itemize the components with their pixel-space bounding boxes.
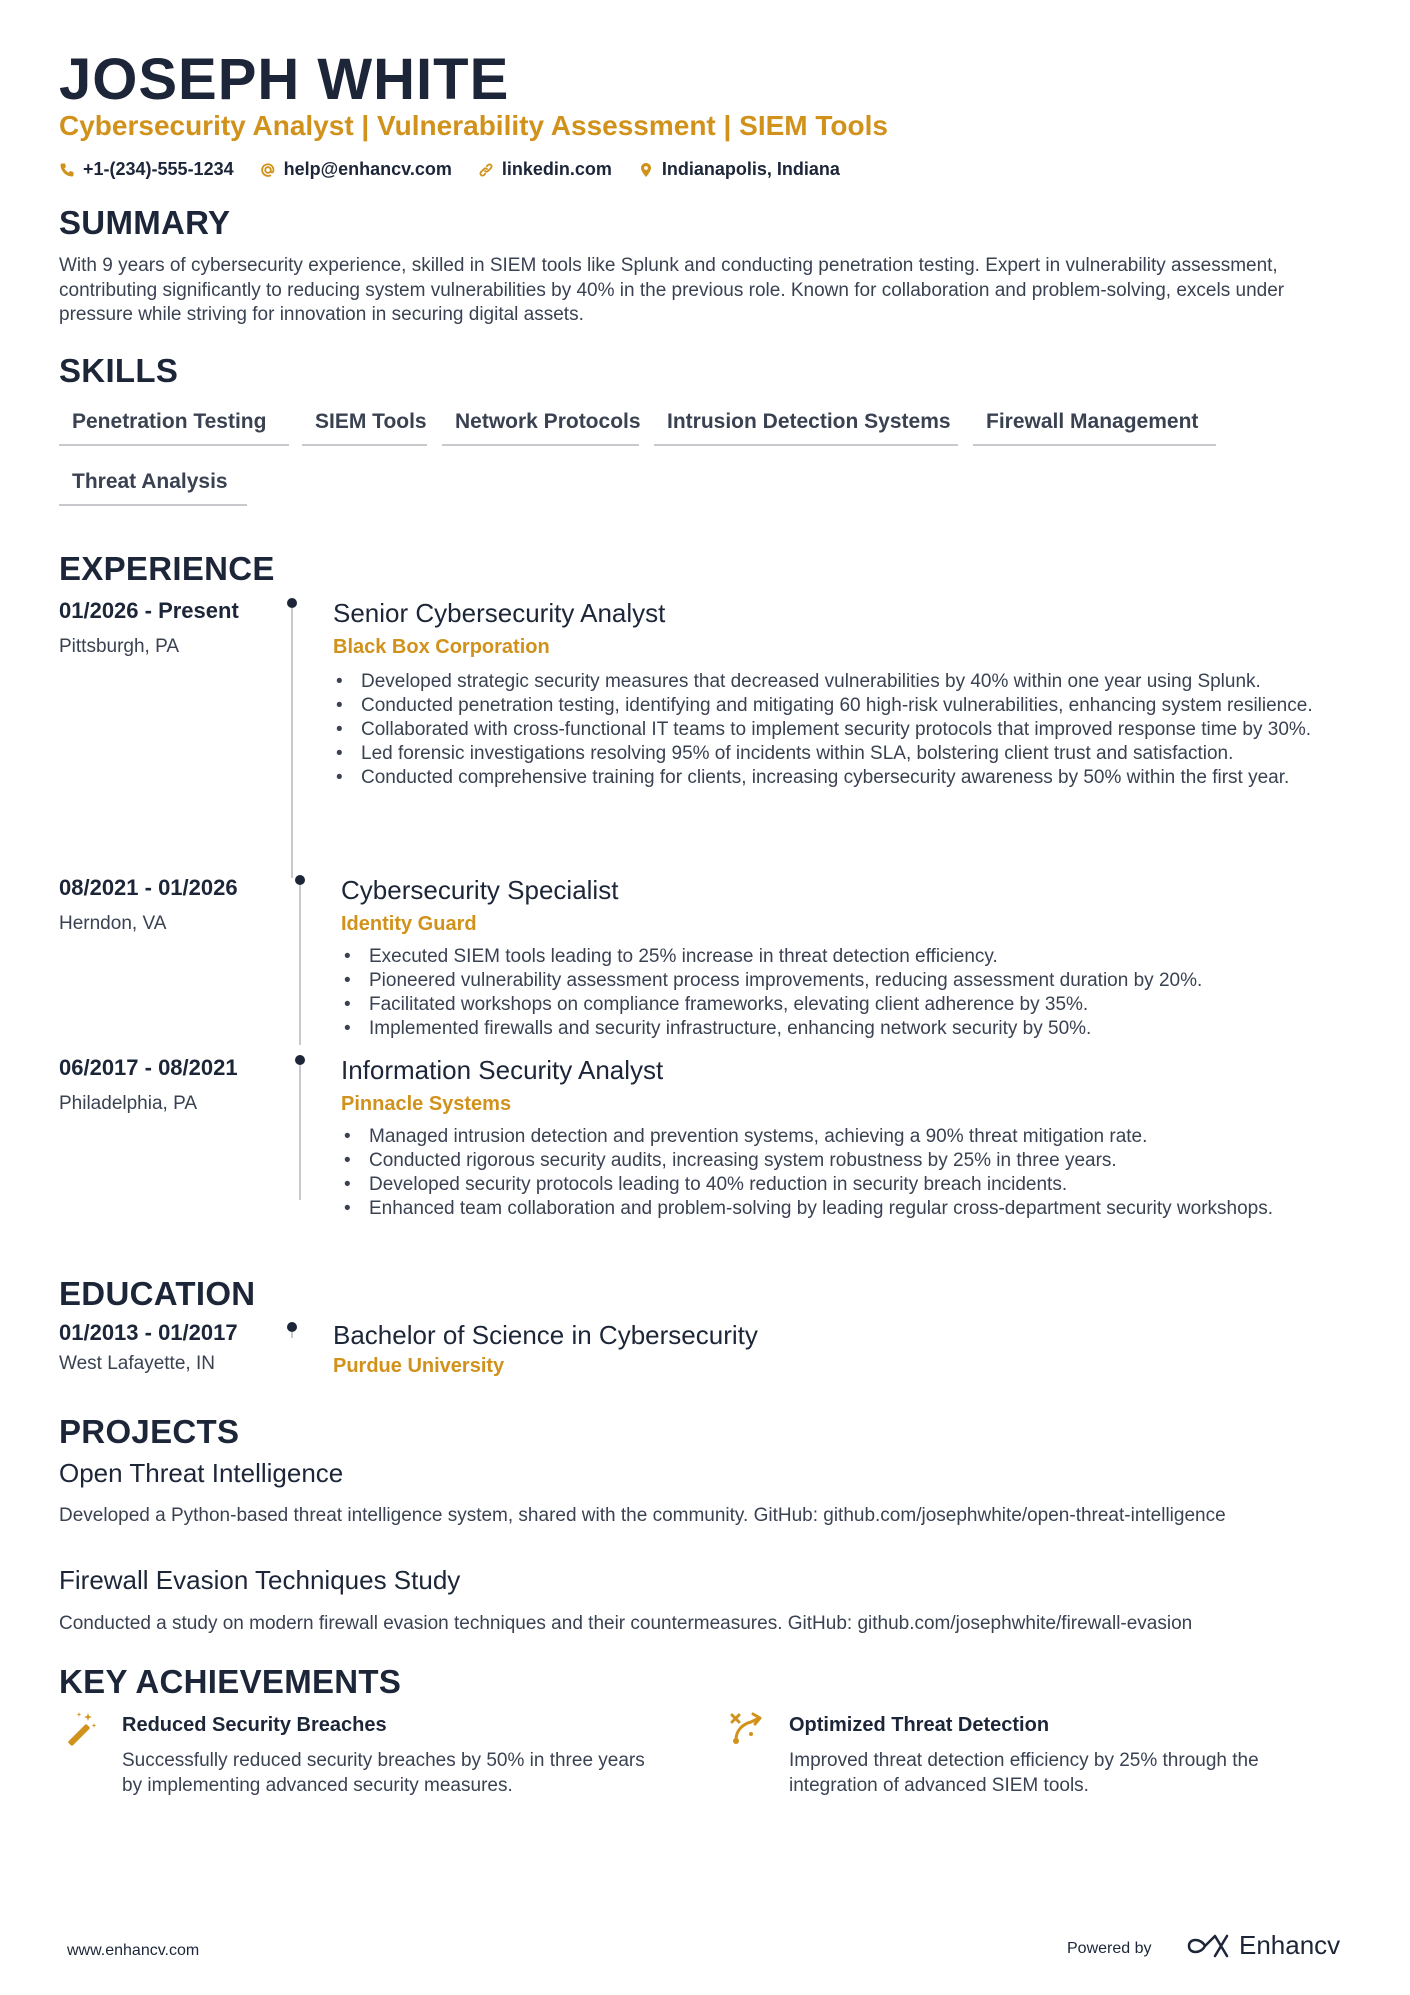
contact-email[interactable] [260,159,452,180]
experience-bullet: • Developed strategic security measures that decreased vulnerabilities by 40% within one year using Splunk. [333,670,1355,694]
experience-date: 01/2026 - Present [59,598,239,623]
experience-bullet: • Conducted rigorous security audits, increasing system robustness by 25% in three years. [341,1149,1341,1173]
achievement-title: Reduced Security Breaches [122,1714,387,1736]
skill-tag: Threat Analysis [59,462,247,506]
education-school: Purdue University [333,1355,505,1377]
experience-bullets [341,945,1355,1041]
contact-location-text: Indianapolis, Indiana [661,159,840,179]
experience-bullet: • Collaborated with cross-functional IT teams to implement security protocols that improved response time by 30%. [333,718,1355,742]
experience-location: Pittsburgh, PA [59,636,180,657]
candidate-title: Cybersecurity Analyst | Vulnerability Assessment | SIEM Tools [59,110,888,141]
project-title: Open Threat Intelligence [59,1458,344,1488]
skill-tag: Penetration Testing [59,402,289,446]
project-title: Firewall Evasion Techniques Study [59,1565,461,1595]
link-icon [478,162,494,178]
experience-role: Cybersecurity Specialist [341,875,619,905]
contact-linkedin-text: linkedin.com [501,159,612,179]
education-heading: EDUCATION [59,1275,256,1312]
timeline-dot [295,875,305,885]
contact-location [638,159,840,180]
experience-bullet: • Led forensic investigations resolving 95% of incidents within SLA, bolstering client trust and satisfaction. [333,742,1355,766]
summary-heading: SUMMARY [59,204,231,241]
experience-bullet: • Managed intrusion detection and prevention systems, achieving a 90% threat mitigation rate. [341,1125,1341,1149]
enhancv-logo[interactable] [1185,1930,1340,1961]
footer-url[interactable]: www.enhancv.com [67,1942,200,1959]
experience-location: Herndon, VA [59,913,167,934]
contact-phone-text: +1-(234)-555-1234 [83,159,234,179]
project-description: Developed a Python-based threat intelligence system, shared with the community. GitHub: github.com/josephwhite/open-threat-intelligence [59,1505,1226,1526]
experience-bullet: • Facilitated workshops on compliance frameworks, elevating client adherence by 35%. [341,993,1355,1017]
experience-bullet: • Developed security protocols leading to 40% reduction in security breach incidents. [341,1173,1341,1197]
enhancv-logo-icon [1185,1934,1231,1958]
experience-bullet: • Conducted comprehensive training for clients, increasing cybersecurity awareness by 50% within the first year. [333,766,1355,790]
experience-company: Black Box Corporation [333,636,550,658]
timeline-line [291,1332,293,1338]
phone-icon [59,162,75,178]
skill-tag: Firewall Management [973,402,1216,446]
enhancv-logo-text: Enhancv [1239,1930,1341,1960]
experience-bullet: • Pioneered vulnerability assessment process improvements, reducing assessment duration by 20%. [341,969,1355,993]
summary-text: With 9 years of cybersecurity experience, skilled in SIEM tools like Splunk and conducting penetration testing. Expert in vulnerability assessment, contributing significantly to reducing system vulnerabilities by 40% in the previous role. Known for collaboration and problem-solving, excels under pressure while striving for innovation in securing digital assets. [59,255,1285,325]
experience-company: Pinnacle Systems [341,1093,512,1115]
timeline-line [291,608,293,878]
timeline-dot [287,1322,297,1332]
education-location: West Lafayette, IN [59,1353,215,1374]
experience-date: 06/2017 - 08/2021 [59,1055,238,1080]
achievement-description: Successfully reduced security breaches by 50% in three years by implementing advanced security measures. [122,1750,645,1796]
project-description: Conducted a study on modern firewall evasion techniques and their countermeasures. GitHub: github.com/josephwhite/firewall-evasion [59,1613,1193,1634]
experience-location: Philadelphia, PA [59,1093,198,1114]
experience-bullets [333,670,1355,790]
skill-tag: Intrusion Detection Systems [654,402,958,446]
skill-tag: SIEM Tools [302,402,427,446]
experience-bullet: • Executed SIEM tools leading to 25% increase in threat detection efficiency. [341,945,1355,969]
experience-heading: EXPERIENCE [59,550,275,587]
contact-phone[interactable] [59,159,234,180]
education-degree: Bachelor of Science in Cybersecurity [333,1320,758,1350]
skill-tag: Network Protocols [442,402,639,446]
timeline-line [299,885,301,1045]
achievement-description: Improved threat detection efficiency by 25% through the integration of advanced SIEM tools. [789,1750,1259,1796]
achievements-heading: KEY ACHIEVEMENTS [59,1663,402,1700]
achievement-title: Optimized Threat Detection [789,1714,1050,1736]
route-icon [729,1710,765,1746]
experience-role: Information Security Analyst [341,1055,664,1085]
experience-role: Senior Cybersecurity Analyst [333,598,666,628]
experience-bullet: • Enhanced team collaboration and problem-solving by leading regular cross-department security workshops. [341,1197,1341,1221]
experience-bullet: • Implemented firewalls and security infrastructure, enhancing network security by 50%. [341,1017,1355,1041]
magic-wand-icon [62,1710,98,1746]
at-icon [260,162,276,178]
projects-heading: PROJECTS [59,1413,240,1450]
experience-bullet: • Conducted penetration testing, identifying and mitigating 60 high-risk vulnerabilities, enhancing system resilience. [333,694,1355,718]
candidate-name: JOSEPH WHITE [59,47,510,112]
experience-company: Identity Guard [341,913,477,935]
experience-date: 08/2021 - 01/2026 [59,875,238,900]
education-date: 01/2013 - 01/2017 [59,1320,238,1345]
timeline-dot [295,1055,305,1065]
contact-email-text: help@enhancv.com [283,159,452,179]
experience-bullets [341,1125,1341,1221]
timeline-line [299,1065,301,1200]
skills-heading: SKILLS [59,352,179,389]
powered-by-label: Powered by [1067,1940,1152,1957]
contact-linkedin[interactable] [478,159,612,180]
location-icon [638,162,654,178]
contact-bar [59,159,840,180]
timeline-dot [287,598,297,608]
